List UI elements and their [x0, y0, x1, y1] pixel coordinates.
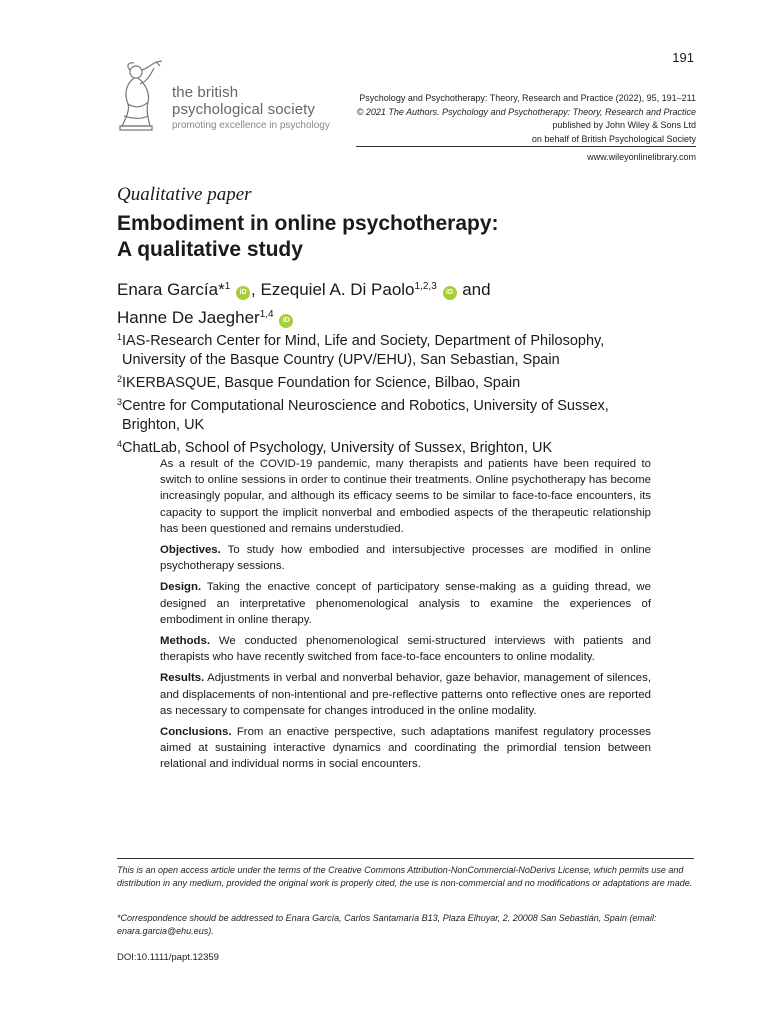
title-line-2: A qualitative study: [117, 238, 303, 261]
abstract-methods: [160, 633, 651, 665]
abstract-design: [160, 579, 651, 628]
affiliation-3: [117, 393, 609, 416]
author-3-name: Hanne De Jaegher: [117, 308, 260, 327]
affiliation-3-cont: Brighton, UK: [122, 417, 205, 433]
orcid-icon[interactable]: iD: [279, 314, 293, 328]
affil-num: 1: [117, 332, 123, 342]
author-and: and: [457, 280, 491, 299]
section-text: We conducted phenomenological semi-structured interviews with patients and therapists who have recently switched from face-to-face encounters to online modality.: [160, 635, 652, 664]
abstract-conclusions: [160, 724, 651, 773]
journal-citation: Psychology and Psychotherapy: Theory, Research and Practice (2022), 95, 191–211: [359, 93, 696, 103]
license-footnote: This is an open access article under the terms of the Creative Commons Attribution-NonCommercial-NoDerivs License, which permits use and distribution in any medium, provided the original work is properly cited, the use is non-commercial and no modifications or adaptations are made.: [117, 865, 693, 888]
author-2-affil: 1,2,3: [414, 281, 437, 292]
page-number: 191: [672, 50, 694, 65]
affiliation-1: [117, 328, 609, 351]
journal-copyright: © 2021 The Authors. Psychology and Psychotherapy: Theory, Research and Practice: [356, 106, 696, 117]
affil-text: IAS-Research Center for Mind, Life and Society, Department of Philosophy,: [122, 333, 605, 349]
author-2-name: , Ezequiel A. Di Paolo: [251, 280, 415, 299]
affil-text: IKERBASQUE, Basque Foundation for Science, Bilbao, Spain: [122, 375, 521, 391]
title-line-1: Embodiment in online psychotherapy:: [117, 212, 499, 235]
abstract-intro: As a result of the COVID-19 pandemic, many therapists and patients have been required to switch to online sessions in order to continue their treatments. Online psychotherapy has become increasingly popular, and although its efficacy seems to be similar to face-to-face encounters, its capacity to support the implicit nonverbal and embodied aspects of the therapeutic relationship has been questioned and remains understudied.: [160, 458, 651, 535]
author-3-affil: 1,4: [259, 309, 274, 320]
journal-url-link[interactable]: www.wileyonlinelibrary.com: [587, 152, 696, 162]
journal-publisher: published by John Wiley & Sons Ltd: [552, 120, 696, 130]
author-list: [117, 274, 491, 330]
journal-info: [357, 92, 696, 146]
affil-num: 3: [117, 397, 123, 407]
orcid-icon[interactable]: iD: [236, 286, 250, 300]
author-1-affil: 1: [224, 281, 231, 292]
section-text: From an enactive perspective, such adaptations manifest regulatory processes aimed at sustaining interactive dynamics and coordinating the primordial tension between relational and individual norms in social encounters.: [160, 726, 651, 771]
abstract-objectives: [160, 542, 651, 574]
paper-title: [117, 211, 499, 263]
section-label: Design.: [160, 581, 202, 594]
affil-num: 4: [117, 439, 123, 449]
section-text: Taking the enactive concept of participatory sense-making as a guiding thread, we designed an interpretative phenomenological analysis to examine the experiences of embodiment in online therapy.: [160, 581, 651, 626]
section-text: Adjustments in verbal and nonverbal behavior, gaze behavior, management of silences, and displacements of non-intentional and pre-reflective patterns onto reflective ones are reported as necessary to compensate for changes introduced in the online modality.: [160, 672, 651, 717]
society-tagline: promoting excellence in psychology: [172, 120, 330, 131]
orcid-icon[interactable]: iD: [443, 286, 457, 300]
section-label: Conclusions.: [160, 726, 232, 739]
affil-num: 2: [117, 374, 123, 384]
affiliation-1-cont: University of the Basque Country (UPV/EHU), San Sebastian, Spain: [122, 352, 560, 368]
section-text: To study how embodied and intersubjective processes are modified in online psychotherapy sessions.: [160, 544, 651, 573]
affiliations: [117, 328, 609, 458]
doi-link[interactable]: DOI:10.1111/papt.12359: [117, 952, 219, 963]
paper-type: Qualitative paper: [117, 184, 252, 205]
section-label: Results.: [160, 672, 205, 685]
header-divider: [356, 146, 696, 147]
footnote-divider: [117, 858, 694, 859]
bps-logo: [112, 60, 352, 140]
abstract: [160, 456, 651, 778]
affiliation-2: [117, 370, 609, 393]
society-name-line1: the british: [172, 84, 239, 101]
abstract-results: [160, 670, 651, 719]
journal-on-behalf: on behalf of British Psychological Society: [531, 133, 696, 144]
author-1-name: Enara García*: [117, 280, 225, 299]
psyche-figure-icon: [112, 60, 168, 134]
affil-text: ChatLab, School of Psychology, University of Sussex, Brighton, UK: [122, 440, 553, 456]
society-name-line2: psychological society: [172, 101, 316, 118]
section-label: Methods.: [160, 635, 210, 648]
affiliation-4: [117, 435, 609, 458]
section-label: Objectives.: [160, 544, 221, 557]
correspondence-footnote: *Correspondence should be addressed to Enara García, Carlos Santamaría B13, Plaza Elhuyar, 2. 20008 San Sebastián, Spain (email: enara.garcia@ehu.eus).: [117, 913, 657, 936]
affil-text: Centre for Computational Neuroscience and Robotics, University of Sussex,: [122, 398, 609, 414]
